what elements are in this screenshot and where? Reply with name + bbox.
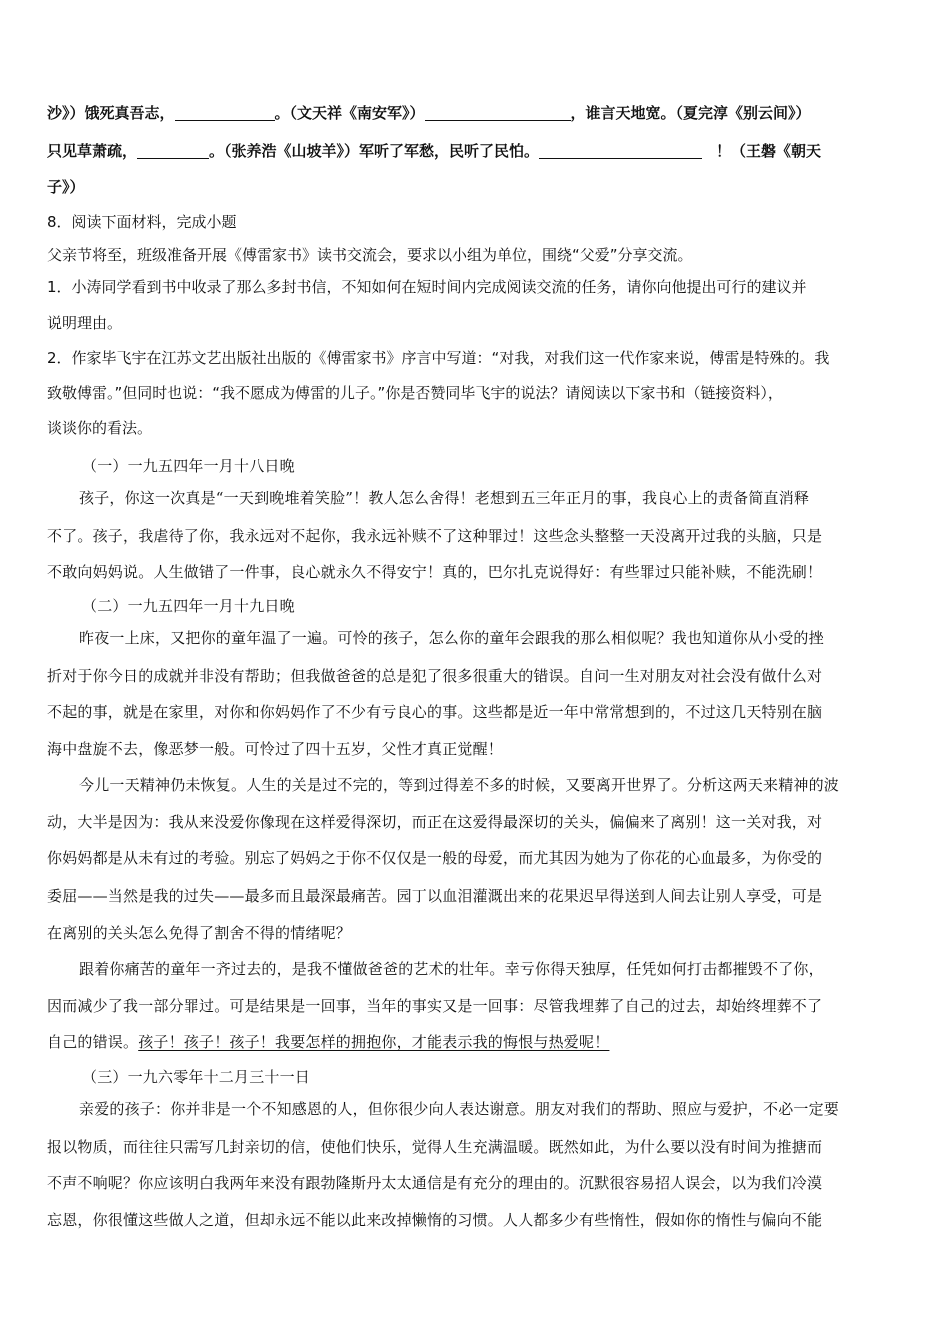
letter-line: 今儿一天精神仍未恢复。人生的关是过不完的，等到过得差不多的时候，又要离开世界了。分析这两天来精神的波 [79,776,840,794]
sub-question-2-cont: 谈谈你的看法。 [47,419,153,437]
letter-line [47,1032,905,1052]
quiz-line-1 [47,103,905,123]
letter-line: 你妈妈都是从未有过的考验。别忘了妈妈之于你不仅仅是一般的母爱，而尤其因为她为了你花的心血最多，为你受的 [47,849,823,867]
question-intro: 父亲节将至，班级准备开展《傅雷家书》读书交流会，要求以小组为单位，围绕“父爱”分享交流。 [47,246,693,264]
letter-line: 不敢向妈妈说。人生做错了一件事，良心就永久不得安宁！真的，巴尔扎克说得好：有些罪过只能补赎，不能洗刷！ [47,563,823,581]
letter-line: 动，大半是因为：我从来没爱你像现在这样爱得深切，而正在这爱得最深切的关头，偏偏来了离别！这一关对我，对 [47,813,823,831]
quiz-text: 。（文天祥《南安军》） [274,104,425,122]
quiz-text: 沙》）饿死真吾志， [47,104,175,122]
letter-heading-2: （二）一九五四年一月十九日晚 [82,597,295,615]
quiz-text: 。（张养浩《山坡羊》）军听了军愁，民听了民怕。 [209,142,540,160]
answer-blank[interactable] [137,142,209,159]
letter-line: 因而减少了我一部分罪过。可是结果是一回事，当年的事实又是一回事：尽管我埋葬了自己的过去，却始终埋葬不了 [47,997,823,1015]
sub-question-2: 2．作家毕飞宇在江苏文艺出版社出版的《傅雷家书》序言中写道：“对我，对我们这一代作家来说，傅雷是特殊的。我 [47,349,830,367]
answer-blank[interactable] [539,142,702,159]
letter-line: 委屈——当然是我的过失——最多而且最深最痛苦。园丁以血泪灌溉出来的花果迟早得送到人间去让别人享受，可是 [47,887,823,905]
sub-question-1: 1．小涛同学看到书中收录了那么多封书信，不知如何在短时间内完成阅读交流的任务，请你向他提出可行的建议并 [47,278,807,296]
letter-line: 跟着你痛苦的童年一齐过去的，是我不懂做爸爸的艺术的壮年。幸亏你得天独厚，任凭如何打击都摧毁不了你， [79,960,824,978]
letter-heading-3: （三）一九六零年十二月三十一日 [82,1068,311,1086]
letter-line: 海中盘旋不去，像恶梦一般。可怜过了四十五岁，父性才真正觉醒！ [47,740,504,758]
letter-line: 亲爱的孩子：你并非是一个不知感恩的人，但你很少向人表达谢意。朋友对我们的帮助、照应与爱护，不必一定要 [79,1100,840,1118]
answer-blank[interactable] [425,104,571,121]
answer-blank[interactable] [175,104,275,121]
quiz-line-3: 子》） [47,178,85,196]
letter-text: 自己的错误。 [47,1033,139,1051]
quiz-text: ！（王磐《朝天 [716,142,822,160]
letter-line: 孩子，你这一次真是“一天到晚堆着笑脸”！教人怎么舍得！老想到五三年正月的事，我良心上的责备简直消释 [79,489,810,507]
letter-line: 昨夜一上床，又把你的童年温了一遍。可怜的孩子，怎么你的童年会跟我的那么相似呢？我也知道你从小受的挫 [79,629,824,647]
sub-question-2-cont: 致敬傅雷。”但同时也说：“我不愿成为傅雷的儿子。”你是否赞同毕飞宇的说法？请阅读以下家书和（链接资料）， [47,384,783,402]
sub-question-1-cont: 说明理由。 [47,314,123,332]
letter-line: 不了。孩子，我虐待了你，我永远对不起你，我永远补赎不了这种罪过！这些念头整整一天没离开过我的头脑，只是 [47,527,823,545]
underlined-sentence: 孩子！孩子！孩子！我要怎样的拥抱你，才能表示我的悔恨与热爱呢！ [138,1033,610,1051]
letter-heading-1: （一）一九五四年一月十八日晚 [82,457,295,475]
letter-line: 不声不响呢？你应该明白我两年来没有跟勃隆斯丹太太通信是有充分的理由的。沉默很容易招人误会，以为我们冷漠 [47,1174,823,1192]
letter-line: 报以物质，而往往只需写几封亲切的信，使他们快乐，觉得人生充满温暖。既然如此，为什么要以没有时间为推搪而 [47,1138,823,1156]
quiz-text: 只见草萧疏， [47,142,138,160]
letter-line: 在离别的关头怎么免得了割舍不得的情绪呢？ [47,924,352,942]
quiz-line-2 [47,141,905,161]
quiz-text: ，谁言天地宽。（夏完淳《别云间》） [570,104,811,122]
question-title: 8．阅读下面材料，完成小题 [47,213,237,231]
letter-line: 忘恩，你很懂这些做人之道，但却永远不能以此来改掉懒惰的习惯。人人都多少有些惰性，假如你的惰性与偏向不能 [47,1211,823,1229]
letter-line: 不起的事，就是在家里，对你和你妈妈作了不少有亏良心的事。这些都是近一年中常常想到的，不过这几天特别在脑 [47,703,823,721]
letter-line: 折对于你今日的成就并非没有帮助；但我做爸爸的总是犯了很多很重大的错误。自问一生对朋友对社会没有做什么对 [47,667,823,685]
